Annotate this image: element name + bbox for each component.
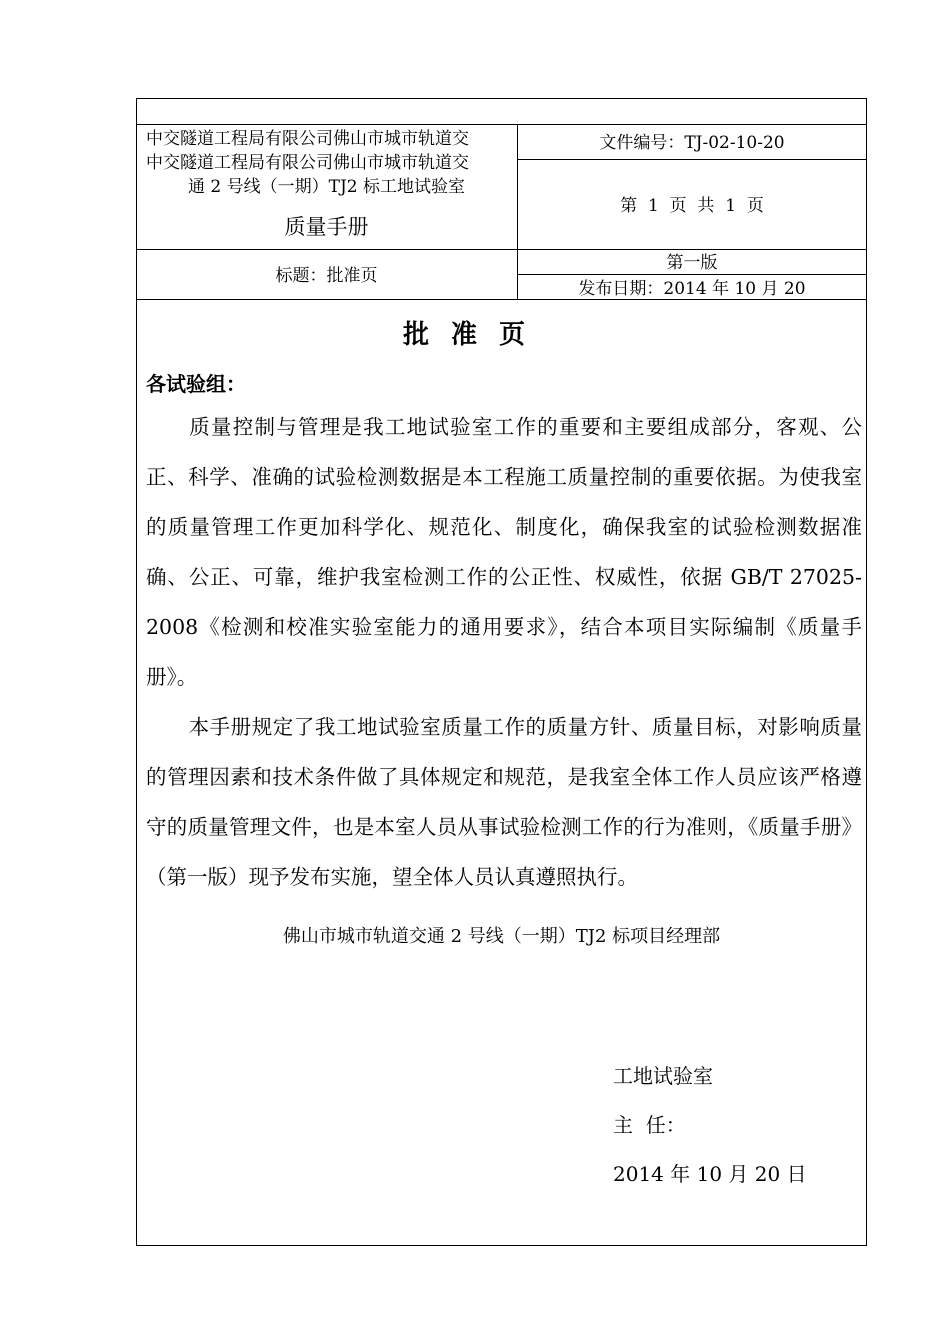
page-title: 批准页 (402, 320, 547, 350)
signature-unit: 工地试验室 (613, 1064, 713, 1088)
paragraph-1 (146, 402, 862, 702)
paragraph-1-text: 质量控制与管理是我工地试验室工作的重要和主要组成部分，客观、公正、科学、准确的试验检测数据是本工程施工质量控制的重要依据。为使我室的质量管理工作更加科学化、规范化、制度化，确保我室的试验检测数据准确、公正、可靠，维护我室检测工作的公正性、权威性，依据 GB/T 27025-2008《检测和校准实验室能力的通用要求》，结合本项目实际编制《质量手册》。 (146, 415, 862, 689)
release-date: 发布日期：2014 年 10 月 20 (578, 279, 806, 299)
rule-header-bottom (136, 249, 867, 250)
paragraph-2-text: 本手册规定了我工地试验室质量工作的质量方针、质量目标，对影响质量的管理因素和技术条件做了具体规定和规范，是我室全体工作人员应该严格遵守的质量管理文件，也是本室人员从事试验检测工作的行为准则，《质量手册》（第一版）现予发布实施，望全体人员认真遵照执行。 (146, 715, 862, 889)
recipient-line: 各试验组： (146, 372, 246, 396)
rule-doc-number (517, 159, 867, 160)
manual-name: 质量手册 (284, 215, 369, 239)
edition-label: 第一版 (666, 253, 718, 273)
rule-top-band (136, 124, 867, 125)
issuer-line: 佛山市城市轨道交通 2 号线（一期）TJ2 标项目经理部 (282, 926, 721, 947)
signature-director: 主 任： (613, 1113, 686, 1137)
subject-label: 标题：批准页 (275, 266, 378, 286)
rule-edition (517, 274, 867, 275)
page-info: 第 1 页 共 1 页 (620, 196, 764, 216)
org-name-line-2: 中交隧道工程局有限公司佛山市城市轨道交 (146, 153, 469, 173)
org-name-line-1: 中交隧道工程局有限公司佛山市城市轨道交 (146, 129, 469, 149)
paragraph-2 (146, 702, 862, 902)
org-name-line-3: 通 2 号线（一期）TJ2 标工地试验室 (188, 177, 465, 197)
signature-date: 2014 年 10 月 20 日 (613, 1162, 807, 1186)
doc-number: 文件编号：TJ-02-10-20 (599, 133, 785, 153)
